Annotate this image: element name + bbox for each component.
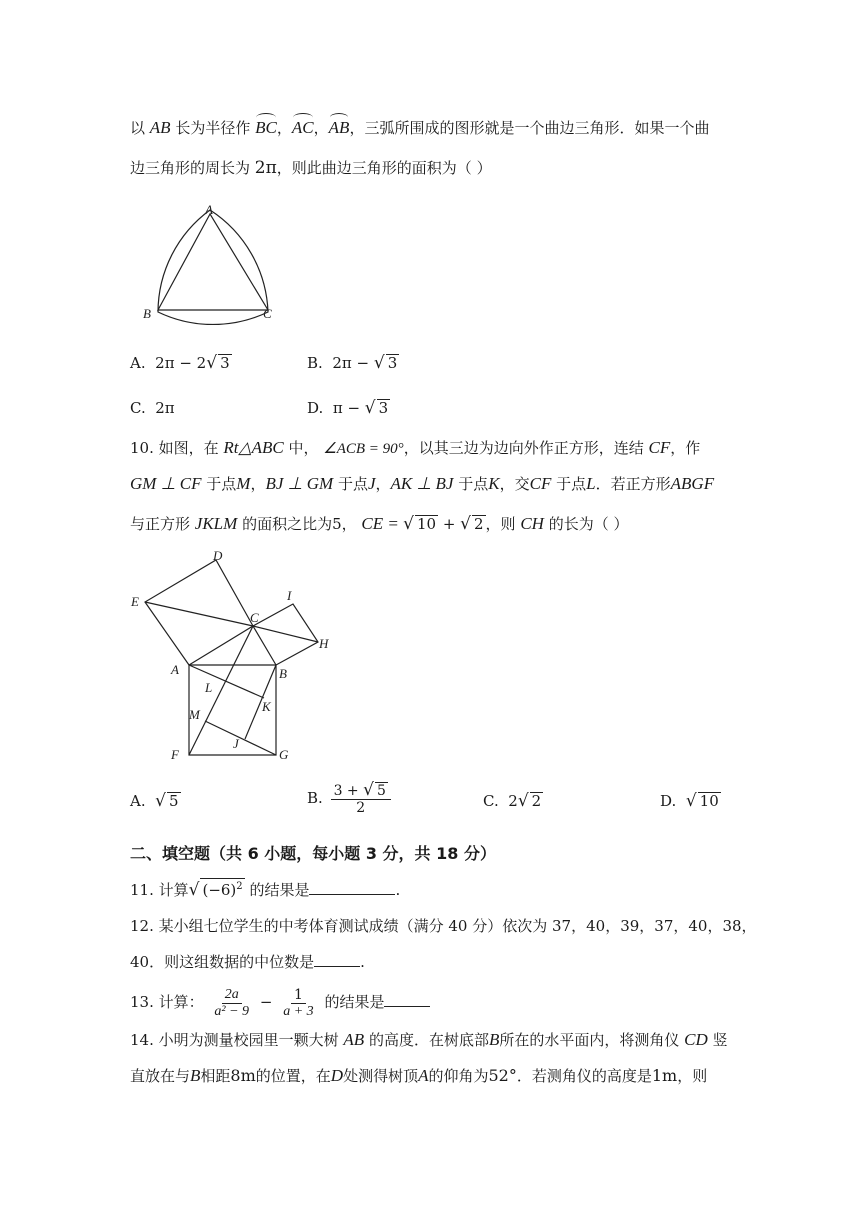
q10-option-c[interactable]: C. 2√ 2 xyxy=(483,791,542,811)
q10-line2 xyxy=(130,474,730,494)
label-c: C xyxy=(263,306,272,321)
sep: ， xyxy=(276,119,292,137)
option-text: 2π − 2 xyxy=(155,354,207,372)
radicand: (−6) xyxy=(202,881,237,899)
text: 的仰角为 xyxy=(428,1067,489,1085)
text: 的位置，在 xyxy=(255,1067,331,1085)
segment-cf: CF xyxy=(648,438,671,457)
radicand: 5 xyxy=(376,783,386,799)
minus: − xyxy=(259,993,273,1011)
fraction: $\frac{3 + √ 5}{2}$ xyxy=(331,782,391,816)
square-ac xyxy=(145,560,253,665)
text: 相距 xyxy=(200,1067,231,1085)
arc-ab: AB xyxy=(328,118,350,137)
text: ．若测角仪的高度是 xyxy=(516,1067,652,1085)
option-text: 2 xyxy=(508,792,518,810)
label-k: K xyxy=(262,699,271,714)
text: 所在的水平面内，将测角仪 xyxy=(499,1031,680,1049)
option-letter: B. xyxy=(307,789,323,807)
answer-blank[interactable] xyxy=(314,952,360,967)
text: 于点 xyxy=(206,475,237,493)
q11: 11. 计算√ $(-6)^2$ 的结果是 . xyxy=(130,880,401,900)
fraction-1 xyxy=(211,987,252,1020)
text: ，交 xyxy=(499,475,530,493)
q9-line1 xyxy=(130,118,730,138)
arc-bc: BC xyxy=(255,118,277,137)
text: 11. 计算 xyxy=(130,881,189,899)
text: 中， xyxy=(288,439,319,457)
text: 的结果是 xyxy=(324,993,385,1011)
text: ， xyxy=(375,475,391,493)
point-d: D xyxy=(330,1066,344,1085)
rt-triangle: Rt△ABC xyxy=(223,438,284,457)
text: 的高度．在树底部 xyxy=(368,1031,489,1049)
plus: + xyxy=(438,515,461,533)
text: 13. 计算： xyxy=(130,993,204,1011)
text: 长为半径作 xyxy=(175,119,251,137)
triangle xyxy=(158,214,268,310)
text: ．若正方形 xyxy=(595,475,671,493)
label-l: L xyxy=(205,680,213,695)
option-letter: D. xyxy=(307,399,324,417)
section-title: 二、填空题（共 6 小题，每小题 3 分，共 18 分） xyxy=(130,844,496,863)
radicand: 5 xyxy=(169,792,179,810)
q14-line1 xyxy=(130,1030,730,1050)
expr: ABGF xyxy=(670,474,715,493)
label-d: D xyxy=(213,548,223,563)
expr: CF xyxy=(529,474,552,493)
text: . xyxy=(360,953,365,971)
radical xyxy=(200,878,244,898)
denominator: 2 xyxy=(356,800,366,816)
numerator: 1 xyxy=(291,987,306,1004)
text: . xyxy=(395,881,401,899)
option-letter: A. xyxy=(130,354,146,372)
label-c: C xyxy=(250,610,259,625)
label-i: I xyxy=(287,588,292,603)
radicand: 2 xyxy=(474,515,484,533)
text: 10. 如图，在 xyxy=(130,439,219,457)
label-f: F xyxy=(171,747,179,762)
label-e: E xyxy=(131,594,139,609)
text: 14. 小明为测量校园里一颗大树 xyxy=(130,1031,339,1049)
text: 与正方形 xyxy=(130,515,191,533)
label-g: G xyxy=(279,747,289,762)
denominator: a² − 9 xyxy=(214,1003,250,1019)
text: 的结果是 xyxy=(249,881,310,899)
answer-blank[interactable] xyxy=(309,880,395,895)
text: 的长为（ ） xyxy=(548,515,629,533)
option-text: π − xyxy=(332,399,365,417)
point-b: B xyxy=(190,1066,201,1085)
text: ，作 xyxy=(670,439,701,457)
text: ，则 xyxy=(677,1067,708,1085)
text: ，则此曲边三角形的面积为（ ） xyxy=(276,159,492,177)
angle: 52° xyxy=(488,1066,517,1085)
text: 40．则这组数据的中位数是 xyxy=(130,953,315,971)
segment-ab: AB xyxy=(343,1030,365,1049)
point: M xyxy=(236,474,251,493)
q9-option-c[interactable] xyxy=(130,397,175,419)
text: 直放在与 xyxy=(130,1067,191,1085)
q10-option-a[interactable]: A. √ 5 xyxy=(130,791,179,811)
expr: JKLM xyxy=(194,514,238,533)
triangle-abc xyxy=(189,626,276,665)
segment-ch: CH xyxy=(520,514,544,533)
label-j: J xyxy=(233,736,239,751)
q10-option-b[interactable] xyxy=(307,782,394,816)
text: 处测得树顶 xyxy=(343,1067,419,1085)
text: 以 xyxy=(130,119,146,137)
q12-line1: 12. 某小组七位学生的中考体育测试成绩（满分 40 分）依次为 37，40，39，37，40，38， xyxy=(130,917,757,935)
point: K xyxy=(488,474,500,493)
text: 于点 xyxy=(337,475,368,493)
option-letter: A. xyxy=(130,792,146,810)
label-a: A xyxy=(205,202,213,217)
text: 的面积之比为5， xyxy=(242,515,357,533)
text: ，三弧所围成的图形就是一个曲边三角形．如果一个曲 xyxy=(349,119,710,137)
q9-option-d[interactable]: D. π − √ 3 xyxy=(307,398,389,418)
label-b: B xyxy=(143,306,151,321)
radicand: 10 xyxy=(416,515,437,533)
label-b: B xyxy=(279,666,287,681)
denominator: a + 3 xyxy=(283,1003,314,1019)
angle: ∠ACB = 90° xyxy=(323,441,404,457)
option-text: 2π − xyxy=(332,354,374,372)
distance: 8m xyxy=(230,1066,256,1085)
expr: BJ ⊥ GM xyxy=(265,474,334,493)
q9-option-b[interactable]: B. 2π − √ 3 xyxy=(307,353,398,373)
point: J xyxy=(367,474,376,493)
expr: GM ⊥ CF xyxy=(130,474,202,493)
radicand: 2 xyxy=(531,792,542,810)
q9-option-a[interactable]: A. 2π − 2√ 3 xyxy=(130,353,230,373)
fraction-2 xyxy=(280,987,316,1020)
q9-line2 xyxy=(130,158,730,178)
point: L xyxy=(586,474,596,493)
answer-blank[interactable] xyxy=(384,992,430,1007)
q14-line2 xyxy=(130,1066,730,1086)
radicand: 10 xyxy=(699,792,719,810)
expr: AK ⊥ BJ xyxy=(390,474,454,493)
segment-gm xyxy=(205,721,276,755)
segment-cd: CD xyxy=(684,1030,708,1049)
radicand: 3 xyxy=(387,354,398,372)
q12-line2 xyxy=(130,952,730,972)
q13 xyxy=(130,984,730,1020)
text: ，以其三边为边向外作正方形，连结 xyxy=(403,439,644,457)
sep: ， xyxy=(313,119,329,137)
segment-ak xyxy=(189,665,264,698)
text: 边三角形的周长为 xyxy=(130,159,251,177)
segment-ch-line xyxy=(253,626,318,642)
text: 于点 xyxy=(556,475,587,493)
segment-bj xyxy=(245,665,276,739)
label-m: M xyxy=(189,707,200,722)
text: ，则 xyxy=(485,515,516,533)
text: 于点 xyxy=(458,475,489,493)
curved-triangle xyxy=(158,210,268,325)
numerator: 3 + xyxy=(333,783,364,799)
numerator: 2a xyxy=(222,987,242,1004)
option-letter: B. xyxy=(307,354,323,372)
q10-option-d[interactable]: D. √ 10 xyxy=(660,791,719,811)
point-b: B xyxy=(488,1030,500,1049)
arc-ac: AC xyxy=(291,118,314,137)
perimeter: 2π xyxy=(254,158,277,178)
option-text: 2π xyxy=(155,399,175,417)
exponent: 2 xyxy=(236,881,243,892)
height: 1m xyxy=(651,1066,678,1085)
segment-ab: AB xyxy=(149,118,171,137)
option-letter: D. xyxy=(660,792,677,810)
text: ， xyxy=(250,475,266,493)
label-h: H xyxy=(319,636,329,651)
label-a: A xyxy=(171,662,179,677)
point-a: A xyxy=(418,1066,429,1085)
q10-line1 xyxy=(130,438,730,459)
radicand: 3 xyxy=(378,399,389,417)
expr: CE = xyxy=(361,514,404,533)
text: 竖 xyxy=(712,1031,728,1049)
q9-figure xyxy=(135,200,285,325)
q10-line3: 与正方形 JKLM 的面积之比为5， CE = √ 10 + √ 2 ，则 CH 的长为（ ） xyxy=(130,514,629,534)
option-letter: C. xyxy=(130,399,146,417)
segment-ce xyxy=(145,602,253,626)
q10-figure xyxy=(125,548,345,768)
radicand: 3 xyxy=(220,354,230,372)
option-letter: C. xyxy=(483,792,499,810)
